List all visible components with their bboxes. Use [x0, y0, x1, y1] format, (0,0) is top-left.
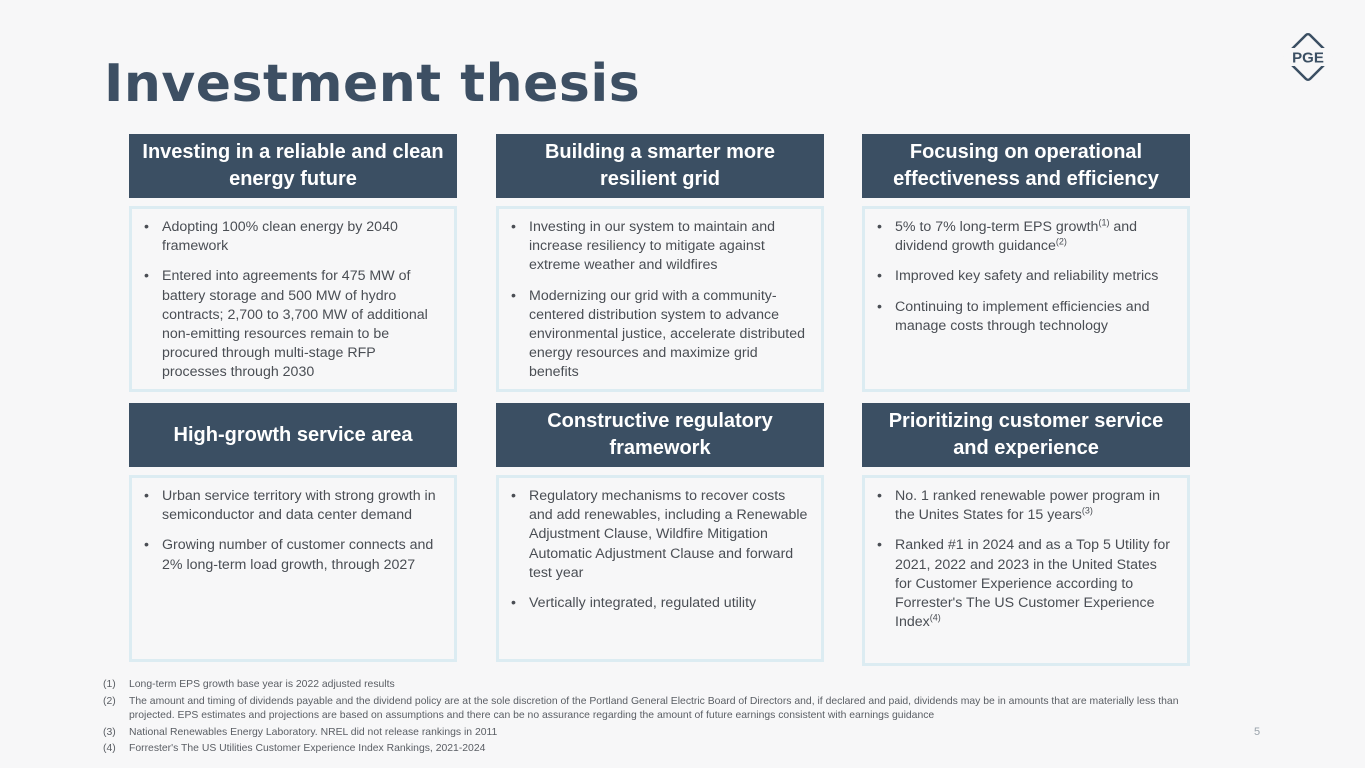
- footnote-number: (1): [103, 679, 116, 690]
- card-body: [129, 475, 457, 662]
- bullet-item: • Investing in our system to maintain and increase resiliency to mitigate against extreme weather and wildfires: [509, 218, 811, 276]
- bullet-item: • Improved key safety and reliability metrics: [875, 267, 1177, 286]
- card-body: [496, 475, 824, 662]
- footnote-text: Long-term EPS growth base year is 2022 adjusted results: [129, 679, 395, 690]
- card-heading: Prioritizing customer service and experience: [862, 403, 1190, 467]
- footnote-text: Forrester's The US Utilities Customer Experience Index Rankings, 2021-2024: [129, 743, 486, 754]
- card-heading: Constructive regulatory framework: [496, 403, 824, 467]
- footnote-text: National Renewables Energy Laboratory. NREL did not release rankings in 2011: [129, 726, 498, 738]
- bullet-item: • Entered into agreements for 475 MW of battery storage and 500 MW of hydro contracts; 2,700 to 3,700 MW of additional non-emitting resources remain to be procured through multi-stage RFP processes through 2030: [142, 267, 444, 382]
- card-high-growth-service-area: [129, 403, 457, 662]
- card-smarter-grid: [496, 134, 824, 392]
- footnote-text: The amount and timing of dividends payable and the dividend policy are at the sole discretion of the Portland General Electric Board of Directors and, if declared and paid, dividends may be in amounts that are materially less than projected. EPS estimates and projections are based on assumptions and there can be no assurance regarding the amount of future earnings consistent with earnings guidance: [129, 695, 1179, 721]
- card-regulatory-framework: [496, 403, 824, 662]
- footnote-number: (4): [103, 743, 116, 754]
- bullet-item: • No. 1 ranked renewable power program in the Unites States for 15 years$^{(3)}$: [875, 487, 1177, 525]
- card-heading: High-growth service area: [129, 403, 457, 467]
- bullet-item: • Growing number of customer connects and 2% long-term load growth, through 2027: [142, 536, 444, 574]
- card-customer-service: [862, 403, 1190, 666]
- bullet-item: • 5% to 7% long-term EPS growth$^{(1)}$ and dividend growth guidance$^{(2)}$: [875, 218, 1177, 256]
- page-title: Investment thesis: [104, 54, 641, 114]
- footnote-number: (3): [103, 726, 116, 738]
- bullet-item: • Urban service territory with strong growth in semiconductor and data center demand: [142, 487, 444, 525]
- pge-logo: [1279, 28, 1337, 86]
- logo-text: PGE: [1292, 49, 1324, 67]
- pge-logo-icon: [1279, 28, 1337, 86]
- card-body: [496, 206, 824, 392]
- card-heading: Focusing on operational effectiveness and efficiency: [862, 134, 1190, 198]
- card-operational-effectiveness: [862, 134, 1190, 392]
- bullet-item: • Vertically integrated, regulated utility: [509, 594, 811, 613]
- footnote: [103, 678, 1223, 693]
- card-reliable-clean-energy: [129, 134, 457, 392]
- bullet-item: • Ranked #1 in 2024 and as a Top 5 Utility for 2021, 2022 and 2023 in the United States for Customer Experience according to Forrester's The US Customer Experience Index$^{(4)}$: [875, 536, 1177, 632]
- footnotes: [103, 678, 1223, 759]
- footnote: [103, 726, 1223, 741]
- bullet-item: • Adopting 100% clean energy by 2040 framework: [142, 218, 444, 256]
- card-body: [129, 206, 457, 392]
- page-number: 5: [1254, 726, 1261, 738]
- footnote: [103, 742, 1223, 757]
- card-body: [862, 475, 1190, 666]
- card-body: [862, 206, 1190, 392]
- bullet-item: • Continuing to implement efficiencies and manage costs through technology: [875, 298, 1177, 336]
- bullet-item: • Modernizing our grid with a community-centered distribution system to advance environmental justice, accelerate distributed energy resources and maximize grid benefits: [509, 287, 811, 383]
- card-heading: Investing in a reliable and clean energy future: [129, 134, 457, 198]
- bullet-item: • Regulatory mechanisms to recover costs and add renewables, including a Renewable Adjustment Clause, Wildfire Mitigation Automatic Adjustment Clause and forward test year: [509, 487, 811, 583]
- footnote-number: (2): [103, 695, 116, 707]
- card-heading: Building a smarter more resilient grid: [496, 134, 824, 198]
- footnote: [103, 695, 1223, 724]
